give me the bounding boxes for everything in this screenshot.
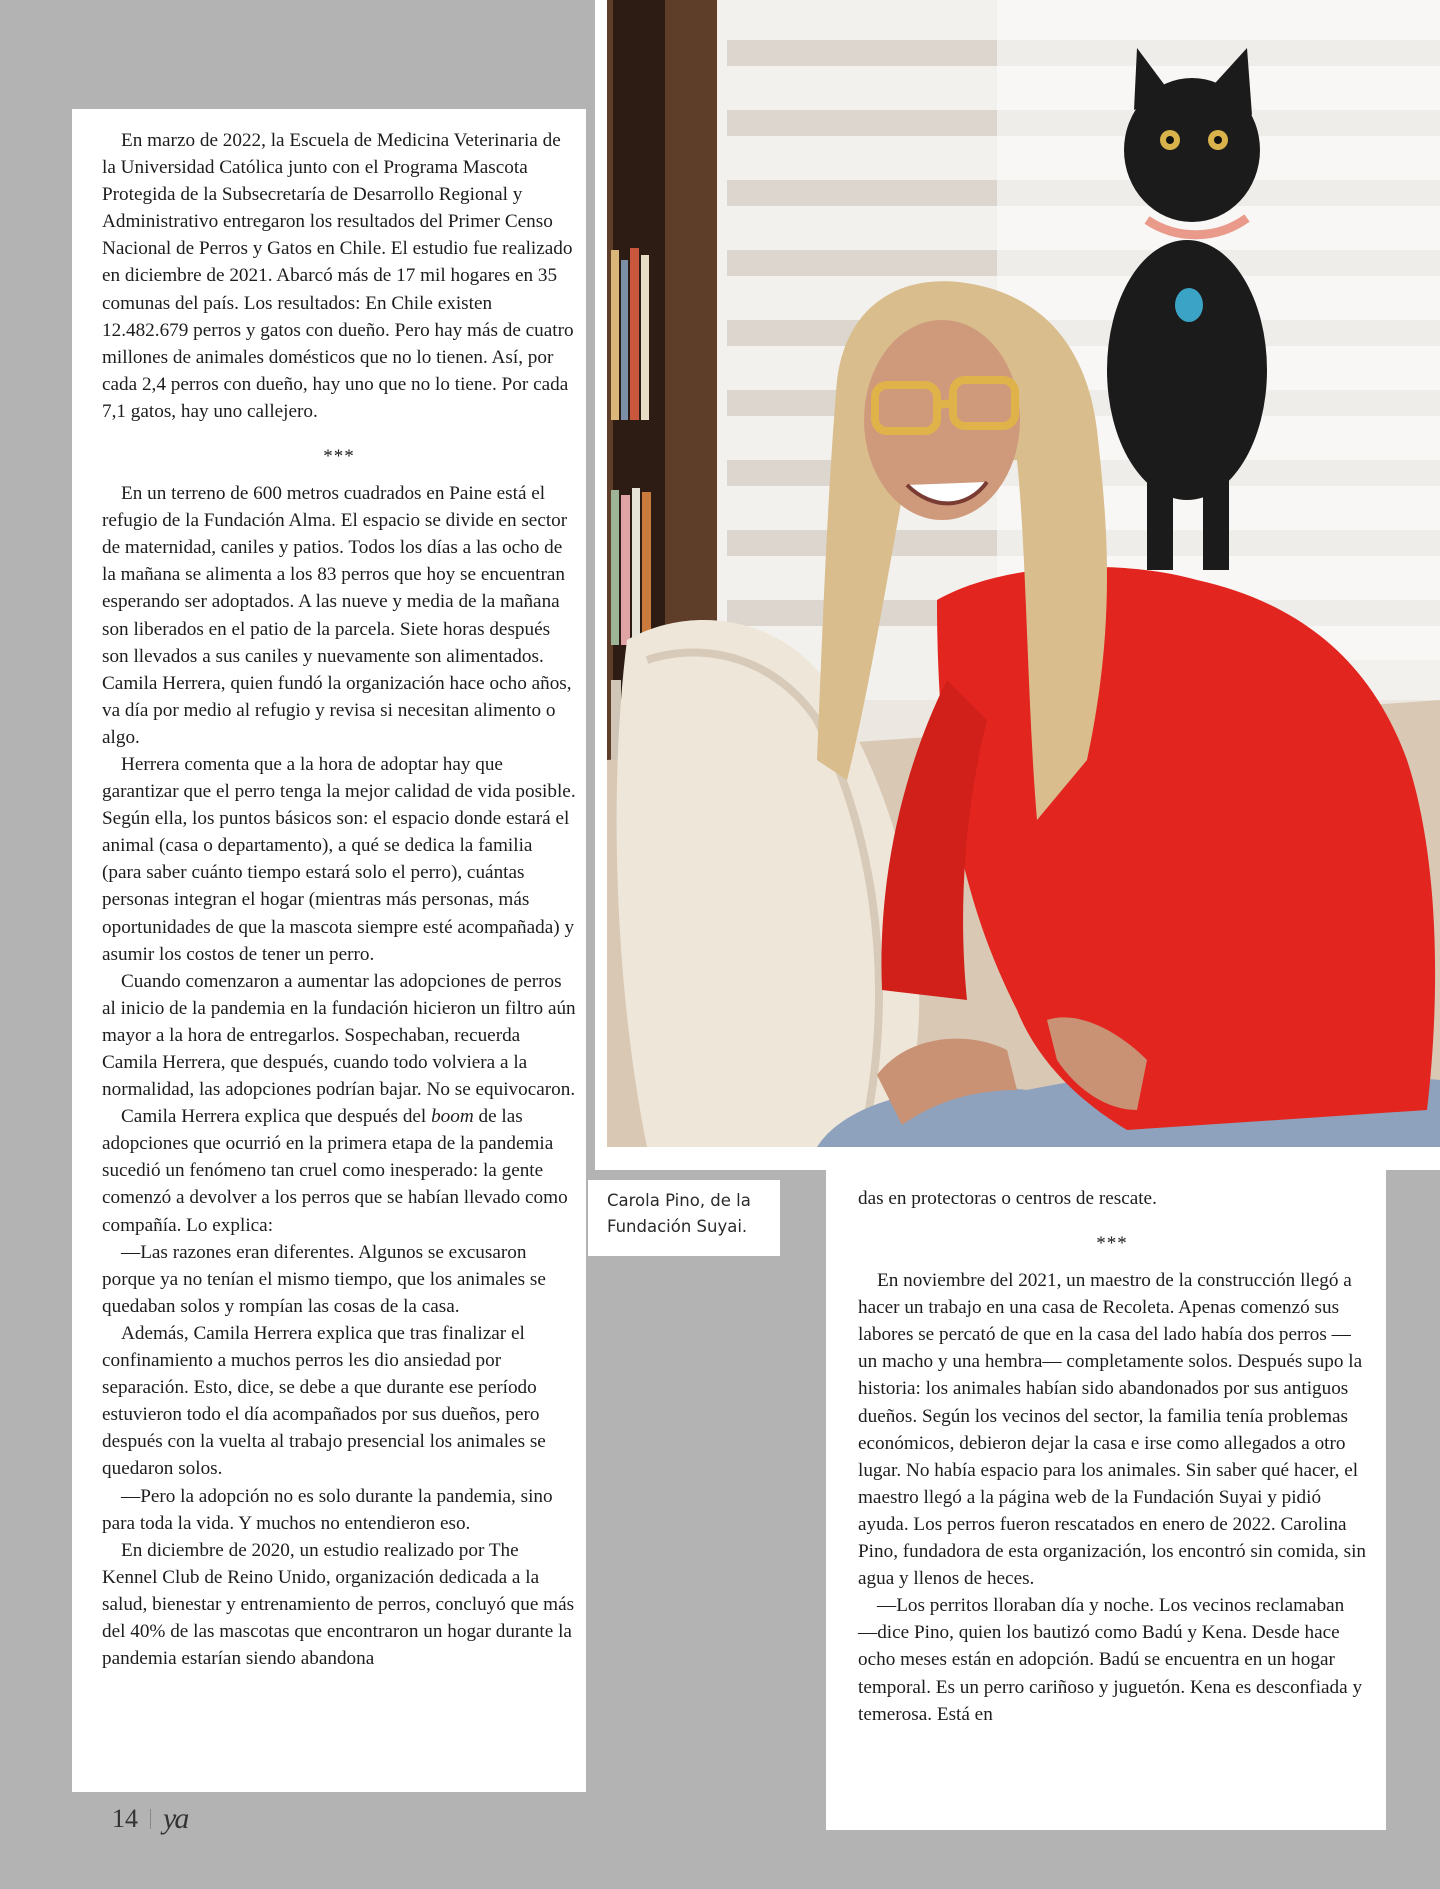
caption-line-1: Carola Pino, de la xyxy=(607,1191,751,1210)
paragraph-continuation: das en protectoras o centros de rescate. xyxy=(858,1188,1157,1209)
section-separator: *** xyxy=(323,446,355,468)
photo-carola-pino-with-cat xyxy=(607,0,1440,1147)
magazine-logo: ya xyxy=(163,1802,188,1835)
page-footer xyxy=(112,1802,187,1836)
left-text-column xyxy=(72,109,586,1792)
quote-lifelong-adoption: —Pero la adopción no es solo durante la pandemia, sino para toda la vida. Y muchos no entendieron eso. xyxy=(102,1485,553,1534)
paragraph-fundacion-alma: En un terreno de 600 metros cuadrados en Paine está el refugio de la Fundación Alma. El espacio se divide en sector de maternidad, caniles y patios. Todos los días a las ocho de la mañana se alimenta a los 83 perros que hoy se encuentran esperando ser adoptados. A las nueve y media de la mañana son liberados en el patio de la parcela. Siete horas después son llevados a sus caniles y nuevamente son alimentados. Camila Herrera, quien fundó la organización hace ocho años, va día por medio al refugio y revisa si necesitan alimento o algo. xyxy=(102,483,572,748)
paragraph-census: En marzo de 2022, la Escuela de Medicina Veterinaria de la Universidad Católica junto con el Programa Mascota Protegida de la Subsecretaría de Desarrollo Regional y Administrativo entregaron los resultados del Primer Censo Nacional de Perros y Gatos en Chile. El estudio fue realizado en diciembre de 2021. Abarcó más de 17 mil hogares en 35 comunas del país. Los resultados: En Chile existen 12.482.679 perros y gatos con dueño. Pero hay más de cuatro millones de animales domésticos que no lo tienen. Así, por cada 2,4 perros con dueño, hay uno que no lo tiene. Por cada 7,1 gatos, hay uno callejero. xyxy=(102,130,574,422)
quote-badu-kena: —Los perritos lloraban día y noche. Los vecinos reclamaban —dice Pino, quien los bautizó como Badú y Kena. Desde hace ocho meses están en adopción. Badú se encuentra en un hogar temporal. Es un perro cariñoso y juguetón. Kena es desconfiada y temerosa. Está en xyxy=(858,1595,1363,1725)
footer-divider xyxy=(150,1809,151,1829)
paragraph-recoleta-rescue: En noviembre del 2021, un maestro de la construcción llegó a hacer un trabajo en una casa de Recoleta. Apenas comenzó sus labores se percató de que en la casa del lado había dos perros —un macho y una hembra— completamente solos. Después supo la historia: los animales habían sido abandonados por sus antiguos dueños. Según los vecinos del sector, la familia tenía problemas económicos, debieron dejar la casa e irse como allegados a otro lugar. No había espacio para los animales. Sin saber qué hacer, el maestro llegó a la página web de la Fundación Suyai y pidió ayuda. Los perros fueron rescatados en enero de 2022. Carolina Pino, fundadora de esta organización, los encontró sin comida, sin agua y llenos de heces. xyxy=(858,1270,1366,1590)
paragraph-kennel-club: En diciembre de 2020, un estudio realizado por The Kennel Club de Reino Unido, organización dedicada a la salud, bienestar y entrenamiento de perros, concluyó que más del 40% de las mascotas que encontraron un hogar durante la pandemia estarían siendo abandona xyxy=(102,1539,575,1670)
paragraph-separation-anxiety: Además, Camila Herrera explica que tras finalizar el confinamiento a muchos perros les dio ansiedad por separación. Esto, dice, se debe a que durante ese período estuvieron todo el día acompañados por sus dueños, pero después con la vuelta al trabajo presencial los animales se quedaron solos. xyxy=(102,1322,546,1480)
paragraph-boom-end: de las adopciones que ocurrió en la primera etapa de la pandemia sucedió un fenómeno tan cruel como inesperado: la gente comenzó a devolver a los perros que se habían llevado como compañía. Lo explica: xyxy=(102,1106,568,1236)
paragraph-adoption-criteria: Herrera comenta que a la hora de adoptar hay que garantizar que el perro tenga la mejor calidad de vida posible. Según ella, los puntos básicos son: el espacio donde estará el animal (casa o departamento), a qué se dedica la familia (para saber cuánto tiempo estará solo el perro), cuántas personas integran el hogar (mientras más personas, más oportunidades de que la mascota siempre esté acompañada) y asumir los costos de tener un perro. xyxy=(102,753,576,965)
photo-illustration xyxy=(607,0,1440,1147)
quote-reasons: —Las razones eran diferentes. Algunos se excusaron porque ya no tenían el mismo tiempo, que los animales se quedaban solos y rompían las cosas de la casa. xyxy=(102,1241,546,1317)
paragraph-boom xyxy=(102,1103,576,1238)
boom-italic-word: boom xyxy=(431,1106,474,1128)
caption-line-2: Fundación Suyai. xyxy=(607,1217,748,1236)
photo-caption xyxy=(588,1180,780,1256)
section-separator: *** xyxy=(1096,1233,1128,1255)
paragraph-boom-start: Camila Herrera explica que después del xyxy=(121,1106,427,1128)
paragraph-pandemic-filter: Cuando comenzaron a aumentar las adopciones de perros al inicio de la pandemia en la fundación hicieron un filtro aún mayor a la hora de entregarlos. Sospechaban, recuerda Camila Herrera, que después, cuando todo volviera a la normalidad, las adopciones podrían bajar. No se equivocaron. xyxy=(102,970,576,1101)
page-number: 14 xyxy=(112,1804,138,1833)
right-text-column xyxy=(826,1168,1386,1830)
